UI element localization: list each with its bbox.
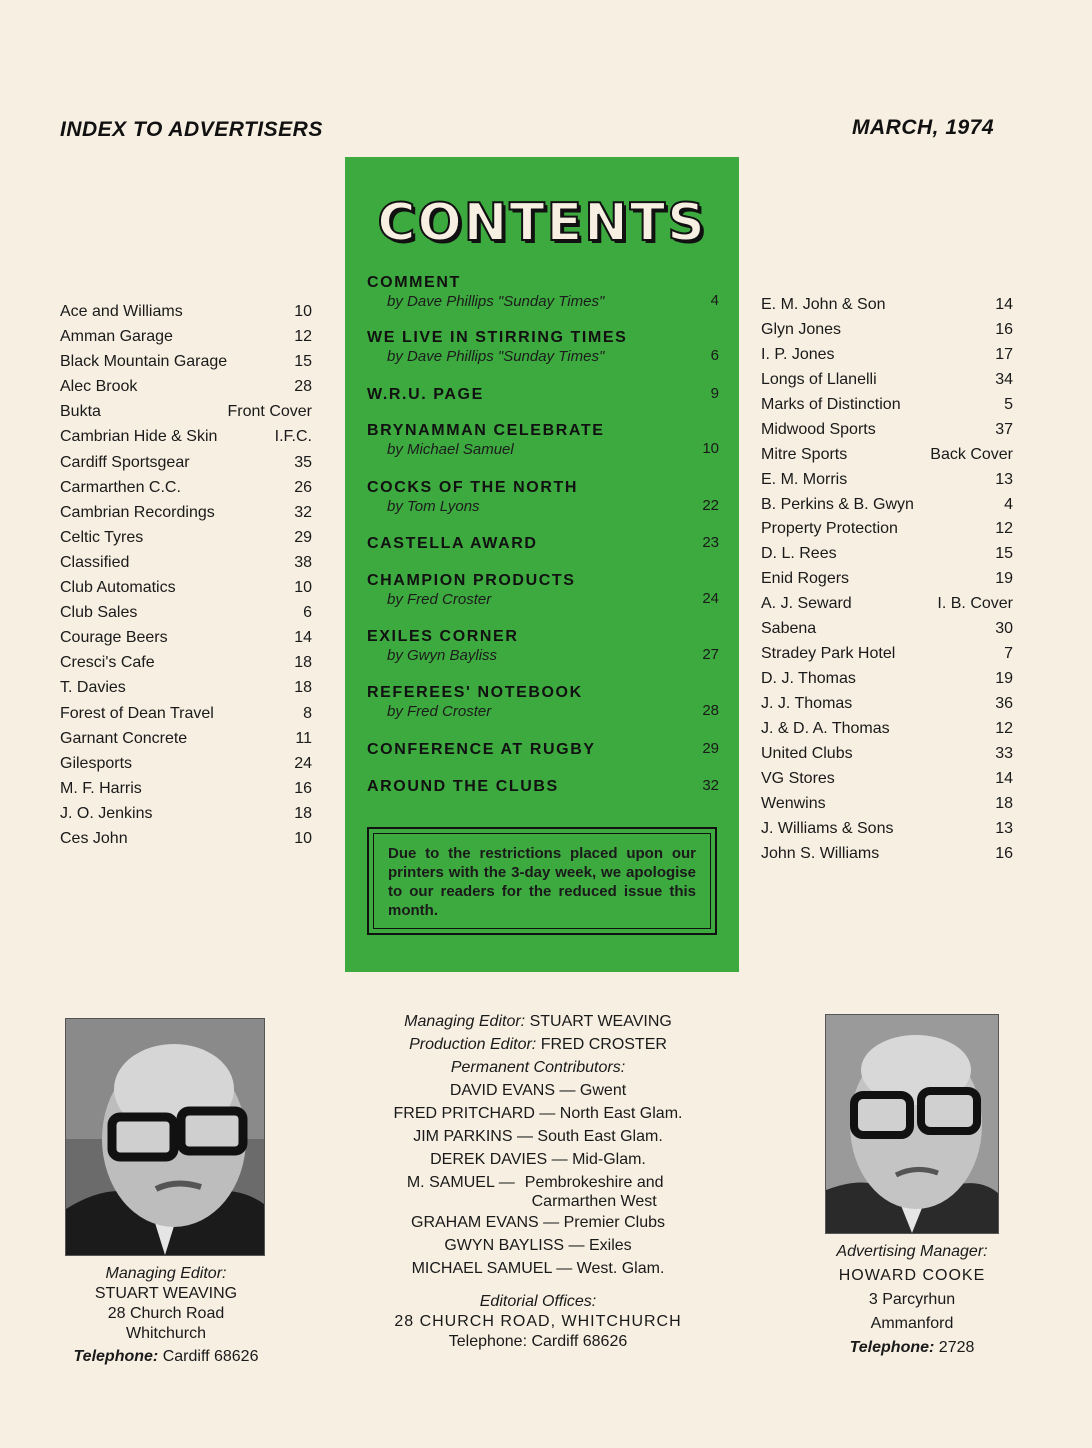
contributor-area: Gwent [579, 1082, 627, 1099]
advertiser-name: Enid Rogers [761, 570, 850, 588]
advertiser-page: 37 [995, 420, 1013, 438]
advertiser-row [60, 625, 312, 650]
advertiser-page: 15 [294, 353, 312, 371]
contributor-area: Premier Clubs [563, 1214, 665, 1231]
entry-title: REFEREES' NOTEBOOK [367, 684, 583, 701]
contents-entry [367, 571, 719, 609]
telephone-label: Telephone: [849, 1339, 935, 1356]
advertiser-name: I. P. Jones [761, 345, 835, 363]
advertiser-row [761, 418, 1013, 443]
entry-title: COCKS OF THE NORTH [367, 479, 579, 496]
advertiser-name: Carmarthen C.C. [60, 478, 181, 496]
contents-title: CONTENTS [377, 193, 707, 253]
advertiser-page: 28 [294, 378, 312, 396]
advertiser-name: T. Davies [60, 679, 126, 697]
contributor-name: DAVID EVANS [449, 1082, 556, 1099]
advertiser-name: Club Sales [60, 604, 138, 622]
advertiser-row [60, 575, 312, 600]
advertiser-page: 16 [294, 779, 312, 797]
advertiser-row [60, 550, 312, 575]
entry-byline [367, 702, 719, 721]
caption-address-1: 28 Church Road [107, 1305, 225, 1322]
advertiser-name: VG Stores [761, 769, 835, 787]
entry-byline [367, 347, 719, 366]
contributor-area: North East Glam. [559, 1105, 683, 1122]
advertising-manager-photo [825, 1014, 999, 1234]
entry-byline [367, 440, 719, 459]
contents-entry [367, 627, 719, 665]
contributors-label: Permanent Contributors: [450, 1059, 626, 1076]
advertiser-page: 18 [995, 794, 1013, 812]
role-label: Production Editor: [409, 1036, 537, 1053]
entry-byline [367, 590, 719, 609]
contributor-row: GRAHAM EVANS — Premier Clubs [411, 1214, 665, 1231]
advertiser-name: Midwood Sports [761, 420, 876, 438]
advertiser-name: Amman Garage [60, 328, 173, 346]
entry-byline [367, 646, 719, 665]
advertiser-page: 18 [294, 679, 312, 697]
advertiser-list-left [60, 299, 312, 851]
advertiser-row [761, 393, 1013, 418]
byline-prefix: by [387, 293, 403, 310]
advertiser-name: B. Perkins & B. Gwyn [761, 495, 914, 513]
advertiser-row [761, 318, 1013, 343]
contents-panel [345, 157, 739, 972]
entry-page: 9 [710, 385, 719, 402]
advertiser-page: 14 [995, 769, 1013, 787]
advertiser-name: Stradey Park Hotel [761, 645, 896, 663]
advertiser-row [60, 424, 312, 449]
byline-author: Fred Croster [407, 703, 492, 720]
advertiser-row [60, 399, 312, 424]
contributor-name: DEREK DAVIES [430, 1151, 548, 1168]
advertiser-page: I.F.C. [274, 428, 312, 446]
entry-page: 29 [702, 740, 719, 757]
byline-author: Tom Lyons [407, 498, 480, 515]
entry-title: W.R.U. PAGE [367, 386, 484, 403]
advertiser-row [761, 742, 1013, 767]
notice-box [367, 827, 717, 935]
byline-author: Gwyn Bayliss [407, 647, 498, 664]
advertiser-page: 4 [1004, 495, 1013, 513]
entry-byline [367, 497, 719, 516]
entry-page: 22 [702, 497, 719, 514]
byline-prefix: by [387, 498, 403, 515]
advertiser-page: 5 [1004, 395, 1013, 413]
advertiser-row [761, 493, 1013, 518]
advertiser-name: Ace and Williams [60, 303, 183, 320]
advertiser-page: 32 [294, 503, 312, 521]
contributor-name: GWYN BAYLISS [444, 1237, 565, 1254]
person-name: FRED CROSTER [540, 1036, 667, 1053]
contributor-row: GWYN BAYLISS — Exiles [444, 1237, 632, 1254]
advertiser-row [761, 592, 1013, 617]
entry-page: 24 [702, 590, 719, 607]
advertiser-row [60, 776, 312, 801]
advertiser-row [761, 468, 1013, 493]
advertiser-list-right [761, 293, 1013, 867]
caption-role: Managing Editor: [105, 1265, 227, 1282]
byline-prefix: by [387, 647, 403, 664]
caption-name: HOWARD COOKE [838, 1267, 986, 1284]
contents-entry [367, 534, 719, 553]
contributor-name: JIM PARKINS [413, 1128, 513, 1145]
advertiser-row [60, 475, 312, 500]
advertiser-page: 14 [294, 629, 312, 647]
managing-editor-credit [368, 1010, 708, 1033]
caption-role: Advertising Manager: [836, 1243, 988, 1260]
advertiser-row [60, 374, 312, 399]
entry-title: CASTELLA AWARD [367, 535, 538, 552]
advertiser-row [60, 650, 312, 675]
advertiser-name: Mitre Sports [761, 445, 848, 463]
advertiser-row [60, 826, 312, 851]
advertiser-page: 19 [995, 670, 1013, 688]
advertiser-page: 12 [995, 520, 1013, 538]
contents-entry [367, 328, 719, 366]
advertiser-row [60, 701, 312, 726]
managing-editor-caption [50, 1264, 282, 1367]
advertiser-row [761, 617, 1013, 642]
byline-author: Dave Phillips "Sunday Times" [407, 348, 605, 365]
advertiser-name: Marks of Distinction [761, 395, 901, 413]
contributor-area: Mid-Glam. [572, 1151, 646, 1168]
advertiser-name: Bukta [60, 403, 101, 421]
contributor-name: GRAHAM EVANS [411, 1214, 539, 1231]
entry-page: 23 [702, 534, 719, 551]
advertiser-page: 24 [294, 754, 312, 772]
advertiser-row [60, 324, 312, 349]
contributor-name: M. SAMUEL [406, 1174, 495, 1191]
advertiser-row [761, 692, 1013, 717]
contributor-area: Exiles [588, 1237, 632, 1254]
contributor-name: MICHAEL SAMUEL [411, 1260, 552, 1277]
contributor-row: DEREK DAVIES — Mid-Glam. [430, 1151, 646, 1168]
advertiser-name: Glyn Jones [761, 320, 842, 338]
contributor-row: JIM PARKINS — South East Glam. [413, 1128, 663, 1145]
advertiser-row [60, 525, 312, 550]
advertiser-page: I. B. Cover [937, 595, 1013, 613]
advertiser-row [60, 450, 312, 475]
caption-address-2: Ammanford [870, 1315, 954, 1332]
offices-label: Editorial Offices: [479, 1293, 597, 1310]
advertiser-name: M. F. Harris [60, 779, 142, 797]
advertiser-row [761, 542, 1013, 567]
contents-entry [367, 777, 719, 796]
advertiser-page: 7 [1004, 645, 1013, 663]
advertiser-row [761, 368, 1013, 393]
advertiser-row [60, 675, 312, 700]
telephone-number: Cardiff 68626 [162, 1348, 259, 1365]
advertiser-name: Cresci's Cafe [60, 654, 155, 672]
contents-entry [367, 740, 719, 759]
advertiser-row [60, 500, 312, 525]
advertiser-page: 10 [294, 579, 312, 597]
entry-page: 28 [702, 702, 719, 719]
advertiser-name: Courage Beers [60, 629, 168, 647]
byline-prefix: by [387, 441, 403, 458]
entry-title: BRYNAMMAN CELEBRATE [367, 422, 605, 439]
advertiser-name: E. M. Morris [761, 470, 848, 488]
advertiser-name: E. M. John & Son [761, 296, 886, 313]
advertiser-page: 16 [995, 320, 1013, 338]
entry-page: 6 [710, 347, 719, 364]
entry-byline [367, 292, 719, 311]
advertiser-page: Front Cover [227, 403, 312, 421]
caption-address-1: 3 Parcyrhun [868, 1291, 956, 1308]
advertiser-row [761, 642, 1013, 667]
advertiser-name: J. O. Jenkins [60, 804, 153, 822]
advertiser-row [761, 343, 1013, 368]
advertiser-page: 8 [303, 704, 312, 722]
advertiser-name: J. J. Thomas [761, 695, 853, 712]
entry-title: AROUND THE CLUBS [367, 778, 559, 795]
advertiser-name: Sabena [761, 620, 817, 638]
advertiser-page: 29 [294, 528, 312, 546]
advertiser-row [60, 299, 312, 324]
contents-entry [367, 385, 719, 404]
advertiser-page: 12 [294, 328, 312, 346]
advertiser-page: 18 [294, 654, 312, 672]
advertiser-name: J. Williams & Sons [761, 819, 894, 837]
contributor-area: Pembrokeshire and Carmarthen West [524, 1174, 664, 1210]
advertiser-page: 17 [995, 345, 1013, 363]
entry-title: CONFERENCE AT RUGBY [367, 741, 596, 758]
advertiser-name: A. J. Seward [761, 595, 852, 613]
advertiser-name: John S. Williams [761, 844, 880, 862]
advertiser-row [60, 726, 312, 751]
entry-page: 27 [702, 646, 719, 663]
production-editor-credit [368, 1033, 708, 1056]
portrait-image [66, 1019, 264, 1255]
advertiser-name: Wenwins [761, 794, 826, 812]
telephone-label: Telephone: [73, 1348, 159, 1365]
contributor-area: West. Glam. [576, 1260, 665, 1277]
advertiser-page: 26 [294, 478, 312, 496]
advertiser-page: 12 [995, 719, 1013, 737]
caption-telephone [50, 1347, 282, 1367]
staff-credits [368, 1010, 708, 1352]
advertiser-row [761, 517, 1013, 542]
role-label: Managing Editor: [404, 1013, 526, 1030]
advertiser-page: 10 [294, 303, 312, 320]
contents-entry [367, 683, 719, 721]
byline-prefix: by [387, 348, 403, 365]
offices-address: 28 CHURCH ROAD, WHITCHURCH [394, 1313, 682, 1330]
contents-entry [367, 478, 719, 516]
advertiser-row [761, 443, 1013, 468]
issue-date: MARCH, 1974 [852, 116, 995, 139]
advertiser-name: Celtic Tyres [60, 528, 144, 546]
contributor-row: MICHAEL SAMUEL — West. Glam. [411, 1260, 665, 1277]
advertising-manager-caption [800, 1240, 1024, 1360]
advertiser-name: D. L. Rees [761, 545, 837, 563]
advertiser-page: 19 [995, 570, 1013, 588]
advertiser-row [60, 600, 312, 625]
entry-page: 4 [710, 292, 719, 309]
byline-prefix: by [387, 591, 403, 608]
advertiser-name: D. J. Thomas [761, 670, 856, 688]
advertiser-row [60, 349, 312, 374]
advertiser-name: Longs of Llanelli [761, 370, 877, 388]
advertiser-name: Property Protection [761, 520, 898, 538]
portrait-image [826, 1015, 998, 1233]
advertiser-row [761, 817, 1013, 842]
advertiser-name: Classified [60, 553, 130, 571]
advertiser-row [761, 792, 1013, 817]
advertiser-row [761, 767, 1013, 792]
advertiser-row [60, 801, 312, 826]
advertiser-page: 18 [294, 804, 312, 822]
offices-telephone: Telephone: Cardiff 68626 [448, 1333, 628, 1350]
managing-editor-photo [65, 1018, 265, 1256]
advertiser-page: 6 [303, 604, 312, 622]
contributor-row: M. SAMUEL — Pembrokeshire and Carmarthen West [368, 1171, 708, 1211]
caption-name: STUART WEAVING [94, 1285, 238, 1302]
advertiser-page: 13 [995, 470, 1013, 488]
advertiser-name: J. & D. A. Thomas [761, 719, 890, 737]
advertiser-page: 10 [294, 829, 312, 847]
advertiser-page: 30 [995, 620, 1013, 638]
advertiser-row [761, 842, 1013, 867]
byline-author: Dave Phillips "Sunday Times" [407, 293, 605, 310]
advertiser-page: 11 [295, 729, 312, 747]
advertiser-name: Gilesports [60, 754, 133, 772]
advertiser-name: Cardiff Sportsgear [60, 453, 190, 471]
byline-author: Fred Croster [407, 591, 492, 608]
advertiser-name: Garnant Concrete [60, 729, 188, 747]
advertiser-page: 14 [995, 296, 1013, 313]
advertiser-row [761, 667, 1013, 692]
advertiser-name: United Clubs [761, 744, 853, 762]
contributor-row: DAVID EVANS — Gwent [449, 1082, 627, 1099]
contents-entry [367, 421, 719, 459]
advertiser-name: Ces John [60, 829, 128, 847]
advertiser-name: Club Automatics [60, 579, 176, 597]
telephone-number: 2728 [938, 1339, 975, 1356]
advertiser-page: 35 [294, 453, 312, 471]
advertiser-page: 16 [995, 844, 1013, 862]
advertiser-row [60, 751, 312, 776]
advertiser-name: Cambrian Recordings [60, 503, 215, 521]
advertiser-page: 34 [995, 370, 1013, 388]
entry-page: 10 [702, 440, 719, 457]
index-heading: INDEX TO ADVERTISERS [60, 118, 323, 141]
contents-entry [367, 273, 719, 311]
entry-title: CHAMPION PRODUCTS [367, 572, 576, 589]
advertiser-name: Black Mountain Garage [60, 353, 228, 371]
advertiser-page: 38 [294, 553, 312, 571]
advertiser-name: Cambrian Hide & Skin [60, 428, 218, 446]
entry-title: WE LIVE IN STIRRING TIMES [367, 329, 628, 346]
byline-author: Michael Samuel [407, 441, 514, 458]
advertiser-page: 13 [995, 819, 1013, 837]
advertiser-row [761, 567, 1013, 592]
advertiser-name: Forest of Dean Travel [60, 704, 214, 722]
advertiser-page: 15 [995, 545, 1013, 563]
person-name: STUART WEAVING [529, 1013, 672, 1030]
contributor-row: FRED PRITCHARD — North East Glam. [393, 1105, 683, 1122]
caption-address-2: Whitchurch [125, 1325, 207, 1342]
notice-text: Due to the restrictions placed upon our printers with the 3-day week, we apologise to our readers for the reduced issue this month. [373, 833, 711, 929]
advertiser-page: 33 [995, 744, 1013, 762]
advertiser-row [761, 293, 1013, 318]
entry-title: EXILES CORNER [367, 628, 519, 645]
contributor-area: South East Glam. [537, 1128, 663, 1145]
entry-page: 32 [702, 777, 719, 794]
entry-title: COMMENT [367, 274, 461, 291]
caption-telephone [800, 1336, 1024, 1360]
contributor-name: FRED PRITCHARD [393, 1105, 535, 1122]
advertiser-page: Back Cover [930, 445, 1013, 463]
byline-prefix: by [387, 703, 403, 720]
advertiser-page: 36 [995, 695, 1013, 712]
advertiser-row [761, 717, 1013, 742]
advertiser-name: Alec Brook [60, 378, 138, 396]
